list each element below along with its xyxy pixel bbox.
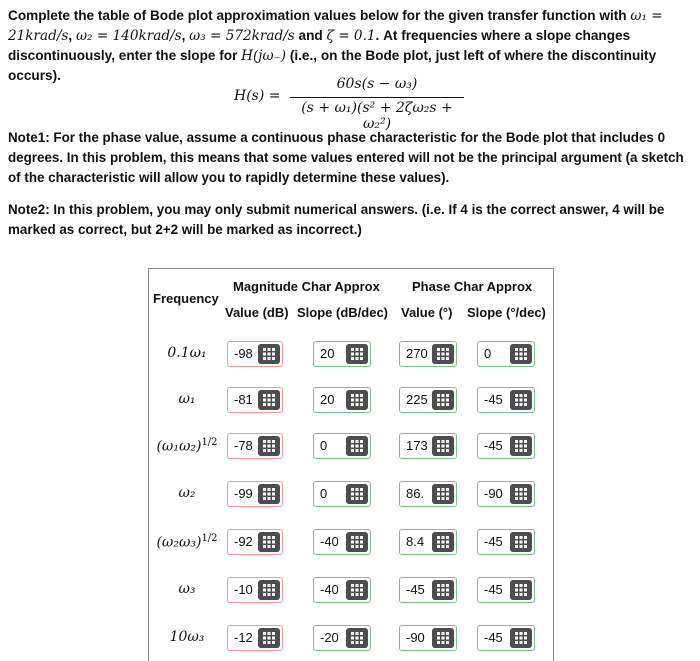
grid-keypad-icon[interactable] — [258, 344, 280, 364]
subheader-mag-slope: Slope (dB/dec) — [297, 305, 389, 320]
zeta-value: ζ = 0.1 — [326, 28, 376, 44]
subheader-mag-value: Value (dB) — [225, 305, 289, 320]
grid-keypad-icon[interactable] — [346, 390, 368, 410]
row-label — [149, 437, 225, 455]
answer-input-phase-slope[interactable] — [477, 625, 535, 651]
subheader-phase-value: Value (°) — [401, 305, 453, 320]
intro-text: Complete the table of Bode plot approximation values below for the given transfer function with — [8, 8, 631, 23]
answer-value[interactable]: 270 — [406, 346, 428, 361]
answer-input-mag-slope[interactable] — [313, 577, 371, 603]
grid-keypad-icon[interactable] — [346, 436, 368, 456]
answer-input-phase-slope[interactable] — [477, 529, 535, 555]
answer-input-mag-slope[interactable] — [313, 433, 371, 459]
h-jw: H(jω₋) — [241, 48, 287, 64]
w2-value: ω₂ = 140krad/s — [75, 28, 182, 44]
answer-value[interactable]: -12 — [234, 630, 253, 645]
note2 — [8, 200, 694, 240]
header-magnitude: Magnitude Char Approx — [233, 279, 380, 294]
formula-denominator: (s + ω₁)(s² + 2ζω₂s + ω₂²) — [301, 100, 453, 132]
and-text: and — [294, 28, 327, 43]
answer-value[interactable]: 0 — [320, 438, 328, 453]
answer-value[interactable]: 20 — [320, 392, 335, 407]
answer-input-phase-value[interactable] — [399, 433, 457, 459]
header-frequency: Frequency — [153, 291, 219, 306]
separator: , — [181, 28, 190, 43]
answer-input-phase-value[interactable] — [399, 625, 457, 651]
answer-input-phase-slope[interactable] — [477, 577, 535, 603]
answer-input-phase-slope[interactable] — [477, 387, 535, 413]
note2-text: In this problem, you may only submit numerical answers. (i.e. If 4 is the correct answer, 4 will be marked as correct, but 2+2 will be marked as incorrect.) — [8, 202, 665, 237]
row-label — [149, 629, 225, 645]
answer-input-phase-slope[interactable] — [477, 341, 535, 367]
grid-keypad-icon[interactable] — [258, 390, 280, 410]
grid-keypad-icon[interactable] — [432, 628, 454, 648]
answer-input-mag-value[interactable] — [227, 341, 283, 367]
grid-keypad-icon[interactable] — [510, 390, 532, 410]
grid-keypad-icon[interactable] — [432, 436, 454, 456]
grid-keypad-icon[interactable] — [346, 580, 368, 600]
row-label — [149, 391, 225, 407]
row-label — [149, 345, 225, 361]
grid-keypad-icon[interactable] — [510, 436, 532, 456]
answer-value[interactable]: -40 — [320, 534, 339, 549]
row-label-exponent: 1/2 — [201, 533, 218, 544]
answer-input-mag-value[interactable] — [227, 481, 283, 507]
grid-keypad-icon[interactable] — [510, 484, 532, 504]
answer-input-phase-value[interactable] — [399, 481, 457, 507]
answer-value[interactable]: 86. — [406, 486, 425, 501]
w3-value: ω₃ = 572krad/s — [189, 28, 295, 44]
answer-value[interactable]: -78 — [234, 438, 253, 453]
answer-value[interactable]: -99 — [234, 486, 253, 501]
note1-text: For the phase value, assume a continuous phase characteristic for the Bode plot that includes 0 degrees. In this problem, this means that some values entered will not be the principal argument (a sketch of the characteristic will allow you to rapidly determine these values). — [8, 130, 684, 185]
row-label-text: 10ω₃ — [169, 629, 205, 645]
answer-input-phase-value[interactable] — [399, 577, 457, 603]
grid-keypad-icon[interactable] — [510, 628, 532, 648]
separator: , — [68, 28, 76, 43]
answer-value[interactable]: 173 — [406, 438, 428, 453]
note1-label: Note1: — [8, 130, 50, 145]
grid-keypad-icon[interactable] — [346, 628, 368, 648]
grid-keypad-icon[interactable] — [258, 532, 280, 552]
row-label-exponent: 1/2 — [201, 437, 218, 448]
grid-keypad-icon[interactable] — [432, 344, 454, 364]
grid-keypad-icon[interactable] — [258, 580, 280, 600]
answer-input-phase-slope[interactable] — [477, 433, 535, 459]
answer-input-mag-slope[interactable] — [313, 481, 371, 507]
question-intro — [8, 6, 694, 86]
answer-value[interactable]: 8.4 — [406, 534, 425, 549]
answer-value[interactable]: -81 — [234, 392, 253, 407]
answer-input-phase-slope[interactable] — [477, 481, 535, 507]
answer-value[interactable]: -20 — [320, 630, 339, 645]
answer-value[interactable]: 20 — [320, 346, 335, 361]
row-label-text: ω₃ — [178, 581, 196, 597]
grid-keypad-icon[interactable] — [432, 484, 454, 504]
row-label-text: (ω₁ω₂) — [156, 438, 202, 455]
answer-input-mag-value[interactable] — [227, 529, 283, 555]
row-label-text: 0.1ω₁ — [167, 345, 207, 361]
answer-value[interactable]: -45 — [484, 630, 503, 645]
row-label — [149, 533, 225, 551]
answer-input-mag-slope[interactable] — [313, 387, 371, 413]
answer-value[interactable]: 0 — [484, 346, 492, 361]
subheader-phase-slope: Slope (°/dec) — [467, 305, 546, 320]
answer-value[interactable]: -98 — [234, 346, 253, 361]
transfer-function — [0, 76, 700, 132]
answer-value[interactable]: -92 — [234, 534, 253, 549]
formula-numerator: 60s(s − ω₃) — [336, 76, 418, 92]
answer-input-mag-slope[interactable] — [313, 341, 371, 367]
grid-keypad-icon[interactable] — [346, 344, 368, 364]
answer-value[interactable]: -10 — [234, 582, 253, 597]
answer-value[interactable]: -45 — [484, 534, 503, 549]
answer-input-phase-value[interactable] — [399, 341, 457, 367]
bode-table — [148, 268, 554, 661]
grid-keypad-icon[interactable] — [258, 628, 280, 648]
grid-keypad-icon[interactable] — [258, 484, 280, 504]
grid-keypad-icon[interactable] — [432, 532, 454, 552]
row-label-text: (ω₂ω₃) — [156, 534, 202, 551]
grid-keypad-icon[interactable] — [510, 532, 532, 552]
answer-value[interactable]: 225 — [406, 392, 428, 407]
w1-value: ω₁ = 21krad/s — [8, 8, 663, 44]
answer-value[interactable]: -90 — [484, 486, 503, 501]
note2-label: Note2: — [8, 202, 50, 217]
answer-input-mag-value[interactable] — [227, 577, 283, 603]
answer-input-mag-slope[interactable] — [313, 625, 371, 651]
answer-input-phase-value[interactable] — [399, 529, 457, 555]
fraction-bar — [290, 97, 464, 98]
grid-keypad-icon[interactable] — [510, 580, 532, 600]
answer-value[interactable]: -45 — [484, 582, 503, 597]
intro-text-2: . At frequencies where a slope changes discontinuously, enter the slope for — [8, 28, 631, 63]
row-label-text: ω₁ — [178, 391, 196, 407]
answer-input-phase-value[interactable] — [399, 387, 457, 413]
grid-keypad-icon[interactable] — [258, 436, 280, 456]
grid-keypad-icon[interactable] — [432, 580, 454, 600]
header-phase: Phase Char Approx — [412, 279, 533, 294]
grid-keypad-icon[interactable] — [346, 484, 368, 504]
note1 — [8, 128, 694, 188]
answer-input-mag-value[interactable] — [227, 625, 283, 651]
answer-input-mag-value[interactable] — [227, 387, 283, 413]
grid-keypad-icon[interactable] — [510, 344, 532, 364]
row-label — [149, 581, 225, 597]
formula-lhs: H(s) = — [234, 88, 281, 104]
grid-keypad-icon[interactable] — [432, 390, 454, 410]
answer-value[interactable]: -45 — [484, 392, 503, 407]
answer-value[interactable]: 0 — [320, 486, 328, 501]
answer-value[interactable]: -90 — [406, 630, 425, 645]
answer-input-mag-slope[interactable] — [313, 529, 371, 555]
row-label-text: ω₂ — [178, 485, 196, 501]
grid-keypad-icon[interactable] — [346, 532, 368, 552]
answer-value[interactable]: -40 — [320, 582, 339, 597]
answer-input-mag-value[interactable] — [227, 433, 283, 459]
intro-text-3: (i.e., on the Bode plot, just left of where the discontinuity occurs). — [8, 48, 657, 83]
answer-value[interactable]: -45 — [484, 438, 503, 453]
answer-value[interactable]: -45 — [406, 582, 425, 597]
row-label — [149, 485, 225, 501]
